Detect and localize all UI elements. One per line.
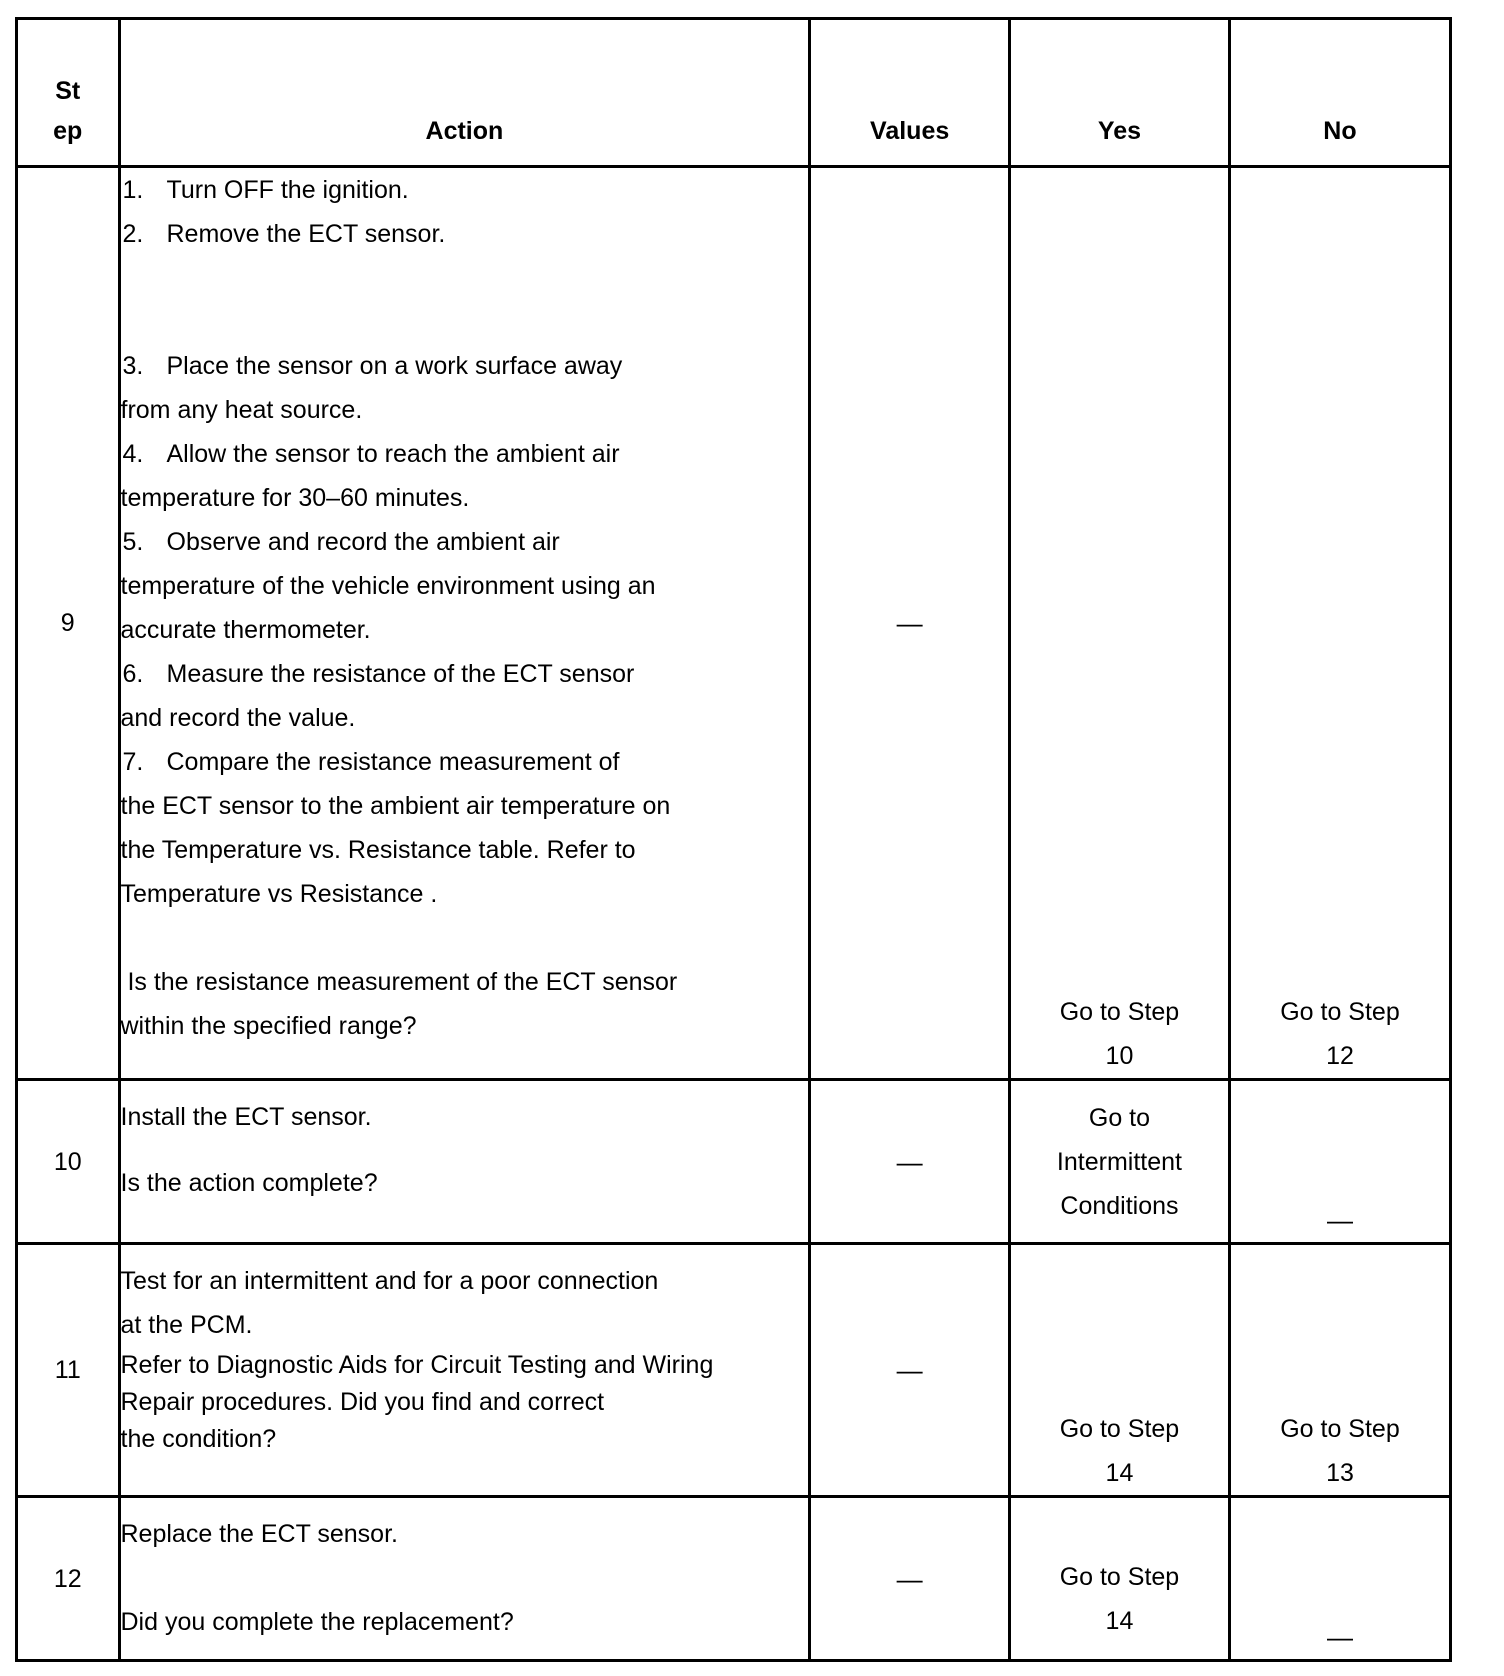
yes-line1: Go to Step xyxy=(1059,998,1180,1026)
action-item-7: 7. Compare the resistance measurement of xyxy=(122,748,620,776)
yes-cell xyxy=(1009,1244,1229,1497)
no-line1: Go to Step xyxy=(1280,1415,1400,1443)
step-number: 11 xyxy=(17,1244,120,1497)
action-line-group xyxy=(121,1347,809,1458)
yes-line2: 10 xyxy=(1105,1042,1134,1070)
action-line5: the condition? xyxy=(120,1425,277,1453)
header-action: Action xyxy=(119,19,810,167)
no-cell: — xyxy=(1229,1080,1450,1244)
action-item-7-cont2: the Temperature vs. Resistance table. Refer to xyxy=(120,836,636,864)
step-number: 10 xyxy=(17,1080,120,1244)
action-line3: Refer to Diagnostic Aids for Circuit Testing and Wiring xyxy=(120,1351,714,1379)
values-cell: — xyxy=(810,1244,1010,1497)
action-item-5: 5. Observe and record the ambient air xyxy=(122,528,560,556)
action-item-7-cont1: the ECT sensor to the ambient air temperature on xyxy=(120,792,671,820)
diagnostic-table xyxy=(15,17,1452,1662)
no-line2: 13 xyxy=(1326,1459,1354,1487)
header-step-line1: St xyxy=(55,77,81,105)
action-item-7-cont3: Temperature vs Resistance . xyxy=(120,880,438,908)
yes-line1: Go to xyxy=(1088,1103,1151,1132)
values-cell: — xyxy=(810,167,1010,1080)
no-line2: 12 xyxy=(1326,1042,1354,1070)
table-row-step-9 xyxy=(17,167,1451,1080)
yes-cell xyxy=(1009,1497,1229,1661)
yes-cell xyxy=(1009,1080,1229,1244)
action-question-line2: within the specified range? xyxy=(120,1012,417,1040)
table-row-step-11 xyxy=(17,1244,1451,1497)
action-item-3-cont: from any heat source. xyxy=(120,396,363,424)
action-item-3: 3. Place the sensor on a work surface away xyxy=(122,352,623,380)
action-item-4-cont: temperature for 30–60 minutes. xyxy=(120,484,470,512)
action-item-5-cont1: temperature of the vehicle environment using an xyxy=(120,572,656,600)
yes-line1: Go to Step xyxy=(1059,1562,1180,1591)
action-text: Replace the ECT sensor. xyxy=(120,1520,398,1548)
action-cell xyxy=(119,1497,810,1661)
action-cell xyxy=(119,1244,810,1497)
header-row xyxy=(17,19,1451,167)
header-step-line2: ep xyxy=(53,117,83,145)
action-item-4: 4. Allow the sensor to reach the ambient air xyxy=(122,440,620,468)
header-values: Values xyxy=(810,19,1010,167)
action-line4: Repair procedures. Did you find and correct xyxy=(120,1388,605,1416)
header-step xyxy=(17,19,120,167)
yes-line2: Intermittent xyxy=(1056,1147,1182,1176)
action-item-2: 2. Remove the ECT sensor. xyxy=(122,220,446,248)
action-text: Install the ECT sensor. xyxy=(120,1103,372,1131)
values-cell: — xyxy=(810,1497,1010,1661)
action-item-5-cont2: accurate thermometer. xyxy=(120,616,371,644)
yes-line2: 14 xyxy=(1105,1606,1134,1635)
spacer xyxy=(121,916,809,960)
action-question: Is the action complete? xyxy=(120,1169,378,1197)
yes-line2: 14 xyxy=(1105,1459,1134,1487)
action-cell xyxy=(119,167,810,1080)
header-yes: Yes xyxy=(1009,19,1229,167)
step-number: 12 xyxy=(17,1497,120,1661)
spacer xyxy=(121,1139,809,1161)
yes-line3: Conditions xyxy=(1060,1191,1179,1220)
yes-line1: Go to Step xyxy=(1059,1415,1180,1443)
action-item-6: 6. Measure the resistance of the ECT sensor xyxy=(122,660,635,688)
action-item-6-cont: and record the value. xyxy=(120,704,356,732)
no-cell: — xyxy=(1229,1497,1450,1661)
header-no: No xyxy=(1229,19,1450,167)
values-cell: — xyxy=(810,1080,1010,1244)
no-line1: Go to Step xyxy=(1280,998,1400,1026)
action-question-line1: Is the resistance measurement of the ECT sensor xyxy=(120,968,678,996)
action-line2: at the PCM. xyxy=(120,1311,253,1339)
action-item-1: 1. Turn OFF the ignition. xyxy=(122,176,409,204)
yes-cell xyxy=(1009,167,1229,1080)
action-cell xyxy=(119,1080,810,1244)
no-cell xyxy=(1229,1244,1450,1497)
step-number: 9 xyxy=(17,167,120,1080)
table-row-step-10 xyxy=(17,1080,1451,1244)
spacer xyxy=(121,256,809,344)
no-cell xyxy=(1229,167,1450,1080)
spacer xyxy=(121,1556,809,1600)
action-question: Did you complete the replacement? xyxy=(120,1608,514,1636)
action-line1: Test for an intermittent and for a poor connection xyxy=(120,1267,659,1295)
table-row-step-12 xyxy=(17,1497,1451,1661)
